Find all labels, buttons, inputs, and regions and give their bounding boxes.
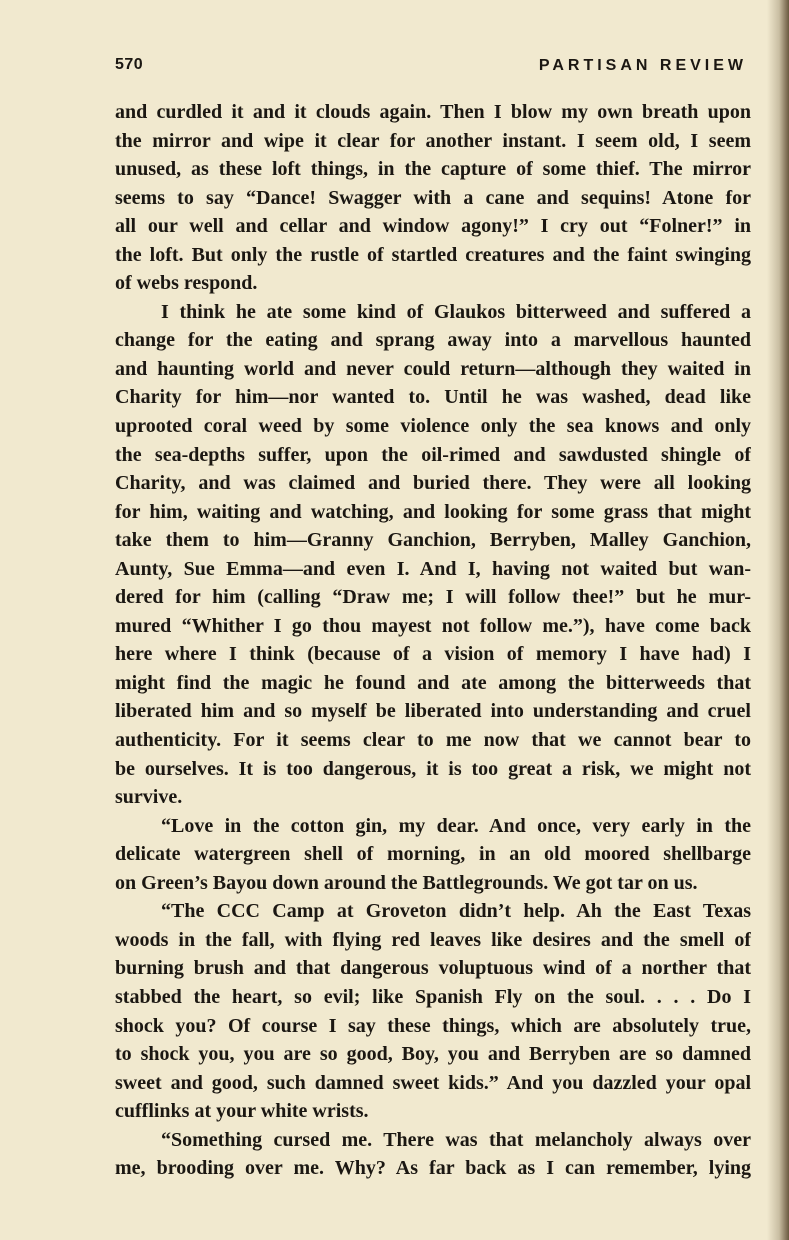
text-line: me, brooding over me. Why? As far back as I can remember, lying	[115, 1157, 751, 1180]
page-number: 570	[115, 56, 144, 73]
text-line: stabbed the heart, so evil; like Spanish Fly on the soul. . . . Do I	[115, 985, 751, 1008]
text-line: shock you? Of course I say these things, which are absolutely true,	[115, 1014, 751, 1037]
text-line: I think he ate some kind of Glaukos bitterweed and suffered a	[161, 300, 751, 323]
text-line: authenticity. For it seems clear to me now that we cannot bear to	[115, 729, 751, 752]
text-line: and haunting world and never could return—although they waited in	[115, 357, 751, 380]
text-line: Charity for him—nor wanted to. Until he was washed, dead like	[115, 386, 751, 409]
text-line: “Love in the cotton gin, my dear. And once, very early in the	[161, 814, 751, 837]
text-line: burning brush and that dangerous voluptuous wind of a norther that	[115, 957, 751, 980]
text-line: sweet and good, such damned sweet kids.” And you dazzled your opal	[115, 1071, 751, 1094]
text-line: the loft. But only the rustle of startled creatures and the faint swinging	[115, 243, 751, 266]
text-line: for him, waiting and watching, and looking for some grass that might	[115, 500, 751, 523]
text-line: of webs respond.	[115, 272, 258, 295]
text-line: the sea-depths suffer, upon the oil-rimed and sawdusted shingle of	[115, 443, 751, 466]
text-line: delicate watergreen shell of morning, in an old moored shellbarge	[115, 843, 751, 866]
text-line: Charity, and was claimed and buried there. They were all looking	[115, 472, 751, 495]
text-line: change for the eating and sprang away into a marvellous haunted	[115, 329, 751, 352]
text-line: mured “Whither I go thou mayest not follow me.”), have come back	[115, 614, 751, 637]
text-line: woods in the fall, with flying red leaves like desires and the smell of	[115, 928, 751, 951]
page-edge-shadow	[767, 0, 789, 1240]
text-line: the mirror and wipe it clear for another instant. I seem old, I seem	[115, 129, 751, 152]
body-text	[115, 98, 751, 1183]
text-line: liberated him and so myself be liberated into understanding and cruel	[115, 700, 751, 723]
text-line: seems to say “Dance! Swagger with a cane and sequins! Atone for	[115, 186, 751, 209]
text-line: dered for him (calling “Draw me; I will follow thee!” but he mur-	[115, 586, 751, 609]
text-line: be ourselves. It is too dangerous, it is too great a risk, we might not	[115, 757, 751, 780]
text-line: “The CCC Camp at Groveton didn’t help. Ah the East Texas	[161, 900, 751, 923]
text-line: “Something cursed me. There was that melancholy always over	[161, 1128, 751, 1151]
text-line: take them to him—Granny Ganchion, Berryben, Malley Ganchion,	[115, 529, 751, 552]
text-line: might find the magic he found and ate among the bitterweeds that	[115, 671, 751, 694]
text-line: Aunty, Sue Emma—and even I. And I, having not waited but wan-	[115, 557, 751, 580]
text-line: cufflinks at your white wrists.	[115, 1100, 369, 1123]
text-line: on Green’s Bayou down around the Battlegrounds. We got tar on us.	[115, 871, 698, 894]
text-line: and curdled it and it clouds again. Then I blow my own breath upon	[115, 101, 751, 123]
page-header	[115, 52, 747, 82]
text-line: survive.	[115, 786, 183, 809]
text-line: to shock you, you are so good, Boy, you and Berryben are so damned	[115, 1043, 751, 1066]
text-line: all our well and cellar and window agony!” I cry out “Folner!” in	[115, 215, 751, 238]
text-line: here where I think (because of a vision of memory I have had) I	[115, 643, 751, 666]
text-line: uprooted coral weed by some violence only the sea knows and only	[115, 415, 751, 438]
text-line: unused, as these loft things, in the capture of some thief. The mirror	[115, 158, 751, 181]
running-head: PARTISAN REVIEW	[538, 57, 747, 74]
